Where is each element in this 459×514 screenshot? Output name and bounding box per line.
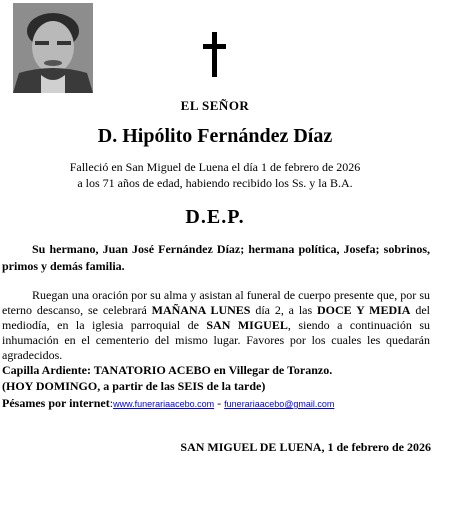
place-date-footer: SAN MIGUEL DE LUENA, 1 de febrero de 2026 (180, 440, 431, 454)
link-separator: - (214, 396, 225, 410)
condolences-line (2, 395, 442, 412)
chapel-hours: (HOY DOMINGO, a partir de las SEIS de la tarde) (2, 379, 266, 393)
funeral-text-4: , siendo a continuación su inhumación en el cementerio del mismo lugar. Favores por los cuales les quedarán agradecidos. (2, 318, 431, 362)
funeral-paragraph (2, 288, 430, 363)
death-details (0, 159, 430, 191)
funeral-text-3: del mediodía, en la iglesia parroquial de (2, 303, 430, 332)
family-paragraph: Su hermano, Juan José Fernández Díaz; hermana política, Josefa; sobrinos, primos y demás familia. (2, 242, 430, 273)
funeral-day: MAÑANA LUNES (151, 303, 251, 317)
condolences-colon: : (109, 396, 114, 410)
title-el-senor: EL SEÑOR (180, 98, 250, 113)
email-link[interactable]: funerariaacebo@gmail.com (224, 399, 335, 409)
funeral-text-2: día 2, a las (250, 303, 318, 317)
chapel-line: Capilla Ardiente: TANATORIO ACEBO en Villegar de Toranzo. (2, 363, 333, 377)
chapel-info (2, 362, 430, 394)
deceased-name: D. Hipólito Fernández Díaz (97, 125, 333, 147)
condolences-label: Pésames por internet (2, 396, 110, 410)
funeral-time: DOCE Y MEDIA (317, 303, 411, 317)
cross-icon (200, 32, 230, 77)
website-link[interactable]: www.funerariaacebo.com (113, 399, 215, 409)
funeral-place: SAN MIGUEL (206, 318, 288, 332)
dep-heading: D.E.P. (185, 206, 245, 228)
deceased-photo (13, 3, 93, 93)
funeral-text-1: Ruegan una oración por su alma y asistan al funeral de cuerpo presente que, por su eterno descanso, se celebrará (2, 288, 430, 317)
death-line-2: a los 71 años de edad, habiendo recibido los Ss. y la B.A. (77, 176, 353, 190)
death-line-1: Falleció en San Miguel de Luena el día 1 de febrero de 2026 (69, 160, 361, 174)
portrait-image (13, 3, 93, 93)
